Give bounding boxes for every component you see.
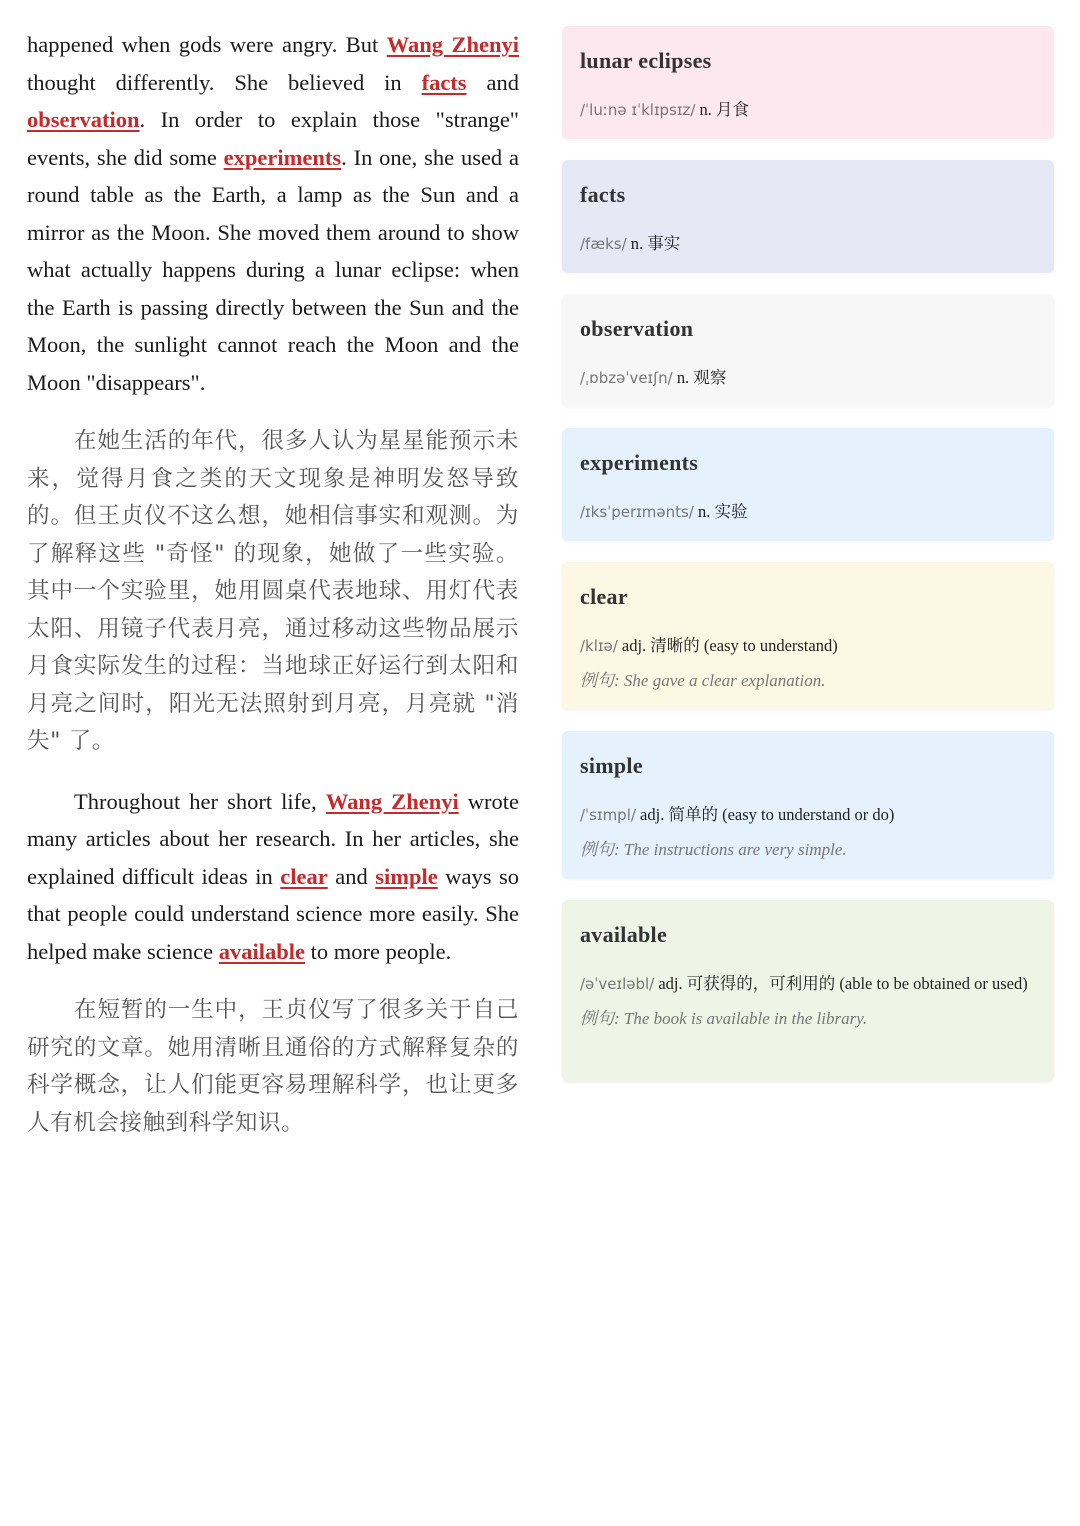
vocab-phonetic: /ˈsɪmpl/ bbox=[580, 806, 636, 824]
vocab-definition bbox=[580, 799, 1036, 831]
keyword-observation[interactable]: observation bbox=[27, 107, 140, 132]
vocab-definition bbox=[580, 968, 1036, 1000]
vocab-word: observation bbox=[580, 316, 694, 341]
vocab-word: simple bbox=[580, 753, 643, 778]
vocab-card-experiments bbox=[562, 428, 1054, 541]
vocab-card-facts bbox=[562, 160, 1054, 273]
keyword-clear[interactable]: clear bbox=[280, 863, 328, 889]
vocab-phonetic: /ˈluːnə ɪˈklɪpsɪz/ bbox=[580, 101, 696, 119]
vocab-word: available bbox=[580, 922, 668, 947]
keyword-available[interactable]: available bbox=[218, 938, 306, 964]
reading-passage bbox=[27, 26, 519, 1142]
text-span: and bbox=[327, 863, 376, 889]
vocab-meaning: adj. 清晰的 (easy to understand) bbox=[617, 636, 838, 655]
vocab-card-lunar-eclipses bbox=[562, 26, 1054, 139]
vocab-example: 例句: She gave a clear explanation. bbox=[580, 671, 826, 690]
vocab-phonetic: /fæks/ bbox=[580, 235, 627, 253]
vocab-word: facts bbox=[580, 182, 626, 207]
text-span: Throughout her short life, bbox=[74, 788, 326, 814]
paragraph-chinese-2: 在短暂的一生中，王贞仪写了很多关于自己研究的文章。她用清晰且通俗的方式解释复杂的科学概念，让人们能更容易理解科学，也让更多人有机会接触到科学知识。 bbox=[27, 997, 519, 1136]
text-span: wrote many articles about her research. In her articles, she explained difficult ideas in bbox=[27, 788, 519, 889]
vocab-word: lunar eclipses bbox=[580, 48, 712, 73]
vocab-meaning: adj. 可获得的，可利用的 (able to be obtained or used) bbox=[654, 974, 1028, 993]
paragraph-chinese-1: 在她生活的年代，很多人认为星星能预示未来，觉得月食之类的天文现象是神明发怒导致的。但王贞仪不这么想，她相信事实和观测。为了解释这些 "奇怪" 的现象，她做了一些实验。其中一个实验里，她用圆桌代表地球、用灯代表太阳、用镜子代表月亮，通过移动这些物品展示月食实际发生的过程：当地球正好运行到太阳和月亮之间时，阳光无法照射到月亮，月亮就 "消失" 了。 bbox=[27, 428, 519, 754]
keyword-simple[interactable]: simple bbox=[375, 863, 438, 889]
vocab-phonetic: /ɪksˈperɪmənts/ bbox=[580, 503, 694, 521]
vocab-card-clear bbox=[562, 562, 1054, 710]
paragraph-english-2 bbox=[27, 783, 519, 971]
keyword-wang-zhenyi[interactable]: Wang Zhenyi bbox=[325, 788, 459, 814]
text-span: ways so that people could understand science more easily. She helped make science bbox=[27, 863, 519, 964]
vocab-definition bbox=[580, 496, 1036, 528]
keyword-wang-zhenyi[interactable]: Wang Zhenyi bbox=[386, 32, 519, 57]
vocab-card-observation bbox=[562, 294, 1054, 407]
vocabulary-panel bbox=[562, 26, 1054, 1103]
vocab-meaning: n. 月食 bbox=[695, 100, 749, 119]
vocab-word: experiments bbox=[580, 450, 699, 475]
vocab-card-available bbox=[562, 900, 1054, 1082]
vocab-meaning: n. 观察 bbox=[672, 368, 727, 387]
keyword-experiments[interactable]: experiments bbox=[223, 144, 342, 170]
text-span: to more people. bbox=[305, 938, 452, 964]
vocab-word: clear bbox=[580, 584, 628, 609]
vocab-phonetic: /klɪə/ bbox=[580, 637, 618, 655]
vocab-meaning: n. 事实 bbox=[626, 234, 681, 253]
text-span: . In one, she used a round table as the Earth, a lamp as the Sun and a mirror as the Moon. She moved them around to show what actually happens during a lunar eclipse: when the Earth is passing directly between the Sun and the Moon, the sunlight cannot reach the Moon and the Moon "disappears". bbox=[27, 144, 519, 395]
keyword-facts[interactable]: facts bbox=[421, 69, 467, 95]
vocab-definition bbox=[580, 362, 1036, 394]
paragraph-english-1 bbox=[27, 26, 519, 401]
text-span: thought differently. She believed in bbox=[27, 69, 422, 95]
text-span: . In order to explain those "strange" events, she did some bbox=[27, 107, 519, 170]
vocab-definition bbox=[580, 228, 1036, 260]
vocab-meaning: adj. 简单的 (easy to understand or do) bbox=[635, 805, 895, 824]
vocab-phonetic: /ˌɒbzəˈveɪʃn/ bbox=[580, 369, 673, 387]
vocab-definition bbox=[580, 630, 1036, 662]
text-span: and bbox=[466, 69, 519, 95]
text-span: happened when gods were angry. But bbox=[27, 32, 387, 57]
vocab-example: 例句: The book is available in the library. bbox=[580, 1009, 868, 1028]
vocab-example: 例句: The instructions are very simple. bbox=[580, 840, 847, 859]
vocab-definition bbox=[580, 94, 1036, 126]
vocab-phonetic: /əˈveɪləbl/ bbox=[580, 975, 655, 993]
vocab-meaning: n. 实验 bbox=[693, 502, 748, 521]
vocab-card-simple bbox=[562, 731, 1054, 879]
